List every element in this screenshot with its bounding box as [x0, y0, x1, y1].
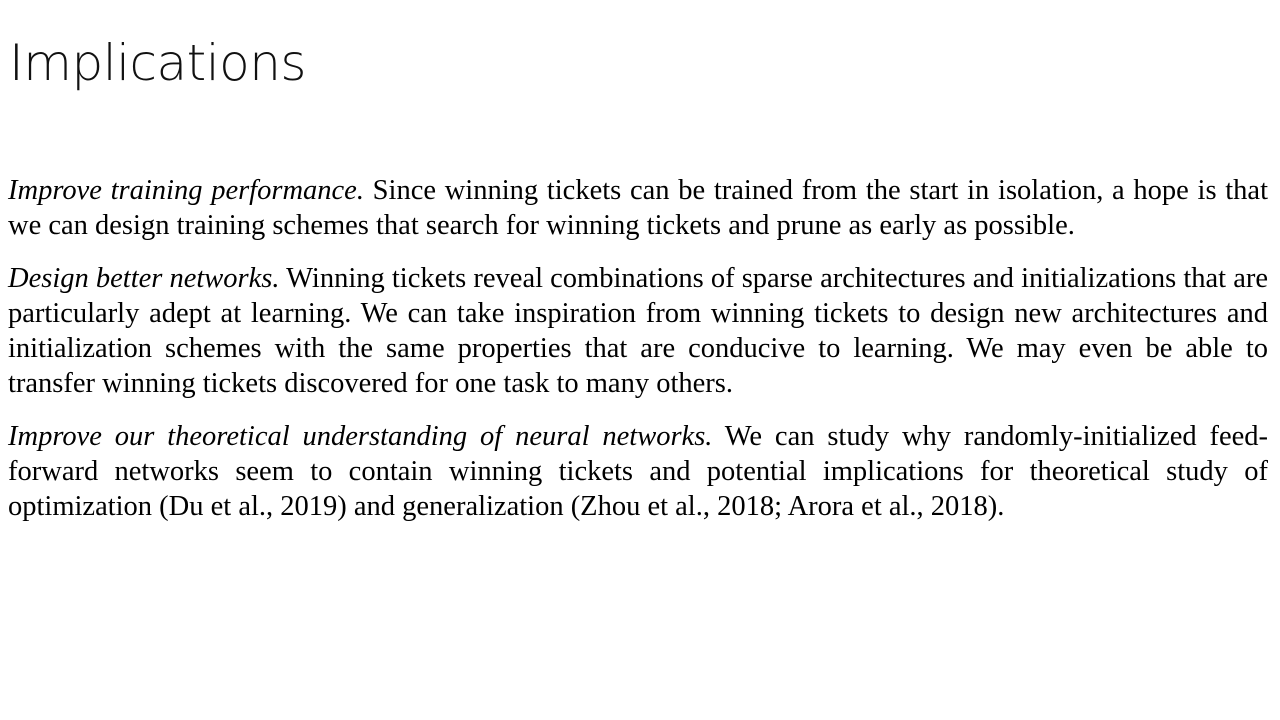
paragraph-text: We can study why randomly-initialized feed-forward networks seem to contain winning tickets and potential implications for theoretical study of optimization (Du et al., 2019) and generalization (Zhou et al., 2018; Arora et al., 2018).: [8, 421, 1268, 522]
paragraph-better-networks: [8, 261, 1268, 401]
paragraph-lead: Design better networks.: [8, 263, 280, 294]
paragraph-lead: Improve training performance.: [8, 175, 364, 206]
slide-body: [8, 173, 1268, 524]
paragraph-text: Since winning tickets can be trained from the start in isolation, a hope is that we can design training schemes that search for winning tickets and prune as early as possible.: [8, 175, 1268, 241]
paragraph-theoretical-understanding: [8, 419, 1268, 524]
paragraph-training-performance: [8, 173, 1268, 243]
paragraph-lead: Improve our theoretical understanding of neural networks.: [8, 421, 713, 452]
paragraph-text: Winning tickets reveal combinations of sparse architectures and initializations that are particularly adept at learning. We can take inspiration from winning tickets to design new architectures and initialization schemes with the same properties that are conducive to learning. We may even be able to transfer winning tickets discovered for one task to many others.: [8, 263, 1268, 399]
slide-title: Implications: [9, 34, 306, 92]
